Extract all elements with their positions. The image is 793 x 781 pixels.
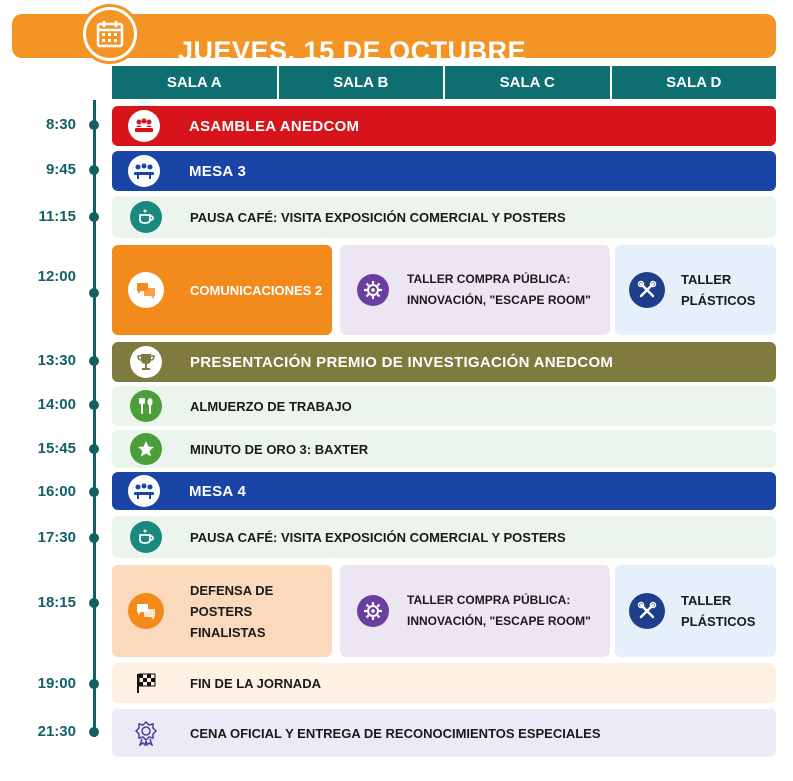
event-taller-compra-2-label: TALLER COMPRA PÚBLICA: INNOVACIÓN, "ESCAPE ROOM" bbox=[407, 593, 591, 628]
time-label: 9:45 bbox=[45, 161, 76, 178]
event-minuto-oro bbox=[112, 430, 776, 468]
event-defensa-posters bbox=[112, 565, 332, 657]
rooms-header bbox=[112, 66, 776, 99]
event-pausa-1-label: PAUSA CAFÉ: VISITA EXPOSICIÓN COMERCIAL Y POSTERS bbox=[190, 209, 566, 225]
event-defensa-posters-label: DEFENSA DE POSTERS FINALISTAS bbox=[190, 582, 274, 640]
timeline-dot bbox=[89, 444, 99, 454]
tools-icon bbox=[629, 272, 665, 308]
event-premio bbox=[112, 342, 776, 382]
timeline-dot bbox=[89, 598, 99, 608]
event-taller-compra-1-label: TALLER COMPRA PÚBLICA: INNOVACIÓN, "ESCAPE ROOM" bbox=[407, 272, 591, 307]
event-comunicaciones-2-label: COMUNICACIONES 2 bbox=[190, 282, 323, 298]
event-almuerzo bbox=[112, 386, 776, 426]
time-label: 12:00 bbox=[37, 268, 76, 285]
room-d: SALA D bbox=[666, 74, 722, 91]
checkered-flag-icon bbox=[130, 667, 162, 699]
event-comunicaciones-2 bbox=[112, 245, 332, 335]
timeline-dot bbox=[89, 288, 99, 298]
event-fin-jornada bbox=[112, 663, 776, 703]
timeline-dot bbox=[89, 400, 99, 410]
event-mesa-4-label: MESA 4 bbox=[189, 482, 247, 500]
event-fin-jornada-label: FIN DE LA JORNADA bbox=[190, 675, 321, 691]
event-taller-compra-1 bbox=[340, 245, 610, 335]
coffee-cup-icon bbox=[130, 201, 162, 233]
star-icon bbox=[130, 433, 162, 465]
award-ribbon-icon bbox=[130, 717, 162, 749]
event-taller-plasticos-1 bbox=[615, 245, 776, 335]
room-a: SALA A bbox=[112, 66, 279, 99]
time-label: 13:30 bbox=[37, 352, 76, 369]
gear-brain-icon bbox=[357, 595, 389, 627]
timeline-dot bbox=[89, 165, 99, 175]
room-c: SALA C bbox=[445, 66, 612, 99]
event-mesa-3-label: MESA 3 bbox=[189, 162, 247, 180]
room-b: SALA B bbox=[279, 66, 446, 99]
event-asamblea-label: ASAMBLEA ANEDCOM bbox=[189, 117, 360, 135]
event-taller-compra-2 bbox=[340, 565, 610, 657]
meeting-icon bbox=[128, 110, 160, 142]
coffee-cup-icon bbox=[130, 521, 162, 553]
timeline-dot bbox=[89, 356, 99, 366]
event-minuto-oro-label: MINUTO DE ORO 3: BAXTER bbox=[190, 441, 369, 457]
event-pausa-1 bbox=[112, 196, 776, 238]
event-mesa-4 bbox=[112, 472, 776, 510]
event-cena-oficial bbox=[112, 709, 776, 757]
time-label: 11:15 bbox=[38, 208, 76, 225]
timeline-dot bbox=[89, 727, 99, 737]
event-pausa-2-label: PAUSA CAFÉ: VISITA EXPOSICIÓN COMERCIAL Y POSTERS bbox=[190, 529, 566, 545]
trophy-icon bbox=[130, 346, 162, 378]
event-taller-plasticos-2-label: TALLER PLÁSTICOS bbox=[681, 593, 756, 629]
event-premio-label: PRESENTACIÓN PREMIO DE INVESTIGACIÓN ANEDCOM bbox=[190, 353, 614, 371]
event-taller-plasticos-2 bbox=[615, 565, 776, 657]
panel-table-icon bbox=[128, 155, 160, 187]
time-label: 15:45 bbox=[37, 440, 76, 457]
day-title: JUEVES, 15 DE OCTUBRE bbox=[178, 36, 527, 66]
calendar-icon bbox=[80, 4, 140, 64]
event-asamblea bbox=[112, 106, 776, 146]
cutlery-icon bbox=[130, 390, 162, 422]
gear-brain-icon bbox=[357, 274, 389, 306]
timeline-dot bbox=[89, 533, 99, 543]
tools-icon bbox=[629, 593, 665, 629]
timeline-line bbox=[93, 100, 96, 737]
speech-bubbles-icon bbox=[128, 272, 164, 308]
event-almuerzo-label: ALMUERZO DE TRABAJO bbox=[190, 398, 352, 414]
time-label: 19:00 bbox=[37, 675, 76, 692]
time-label: 16:00 bbox=[37, 483, 76, 500]
event-mesa-3 bbox=[112, 151, 776, 191]
time-label: 14:00 bbox=[37, 396, 76, 413]
timeline-dot bbox=[89, 212, 99, 222]
timeline-dot bbox=[89, 120, 99, 130]
timeline-dot bbox=[89, 487, 99, 497]
event-pausa-2 bbox=[112, 516, 776, 558]
panel-table-icon bbox=[128, 475, 160, 507]
time-label: 21:30 bbox=[37, 723, 76, 740]
time-label: 8:30 bbox=[45, 116, 76, 133]
event-cena-oficial-label: CENA OFICIAL Y ENTREGA DE RECONOCIMIENTOS ESPECIALES bbox=[190, 725, 601, 741]
speech-bubbles-icon bbox=[128, 593, 164, 629]
time-label: 17:30 bbox=[37, 529, 76, 546]
event-taller-plasticos-1-label: TALLER PLÁSTICOS bbox=[681, 272, 756, 308]
timeline-dot bbox=[89, 679, 99, 689]
time-label: 18:15 bbox=[37, 594, 76, 611]
